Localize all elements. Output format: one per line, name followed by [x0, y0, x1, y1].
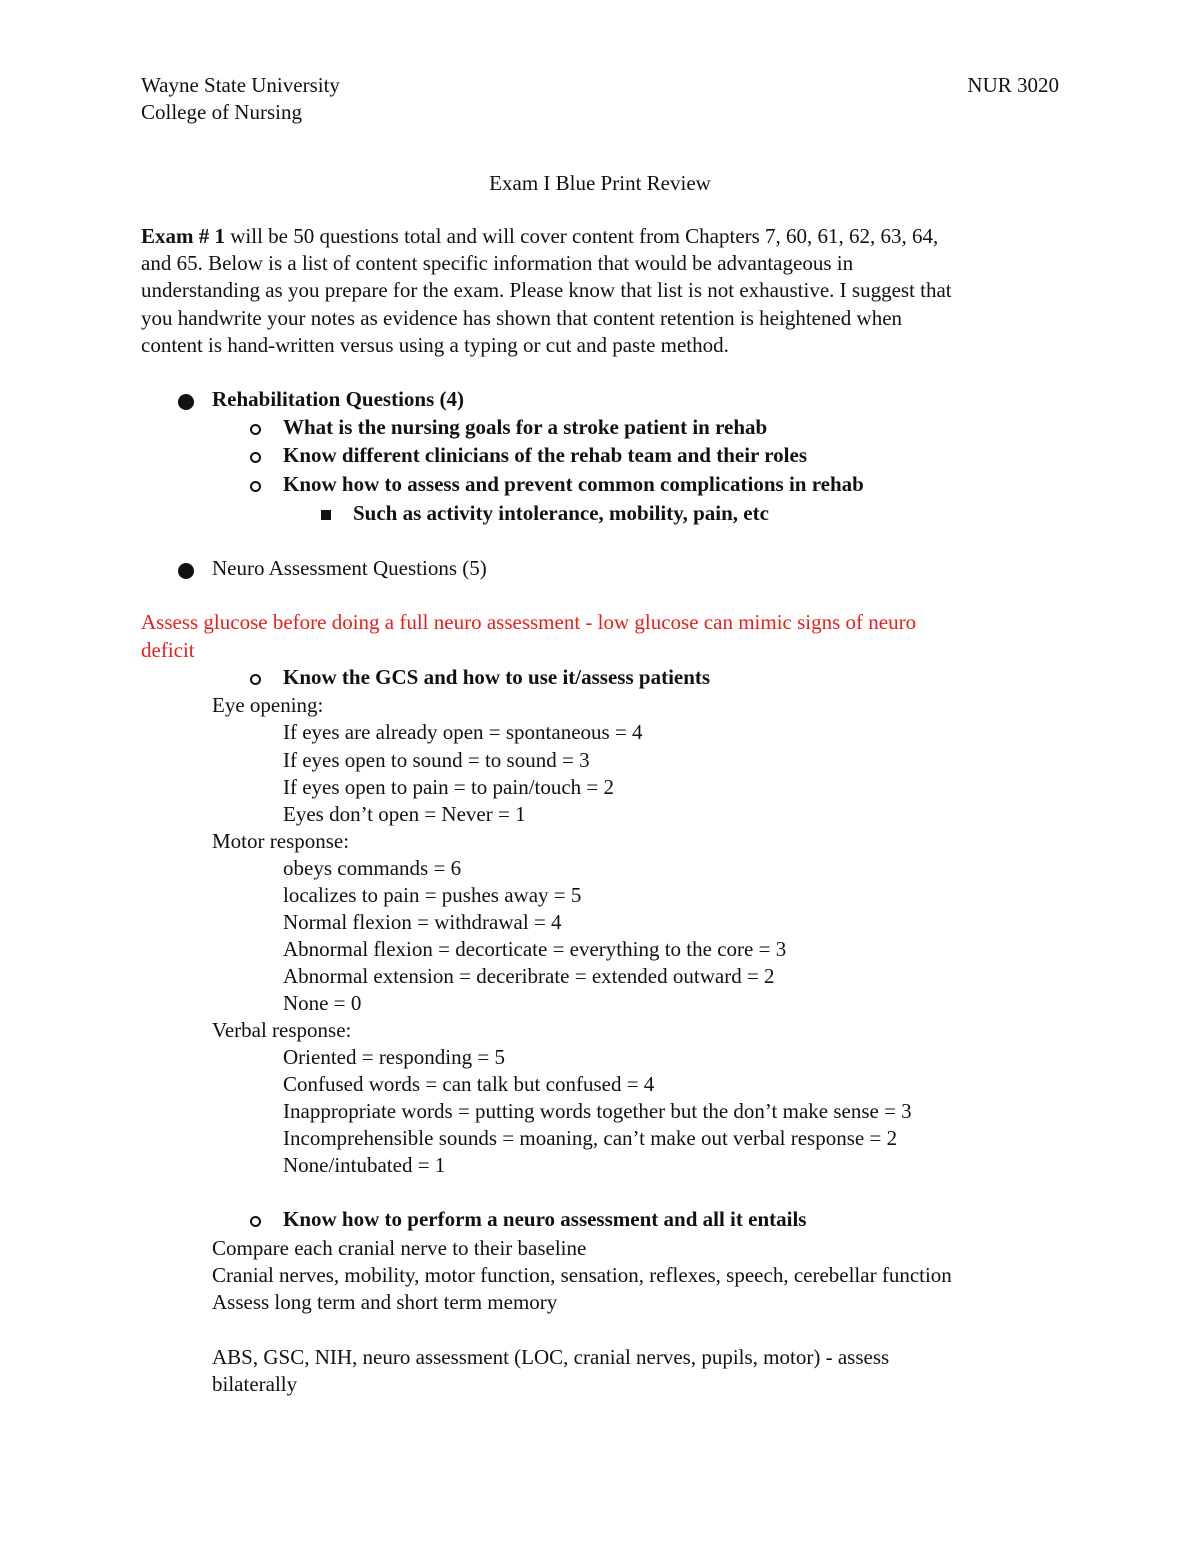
rehab-item-1: What is the nursing goals for a stroke patient in rehab — [283, 415, 768, 439]
motor-item-2: localizes to pain = pushes away = 5 — [283, 883, 582, 907]
glucose-note-line-1: Assess glucose before doing a full neuro assessment - low glucose can mimic signs of neuro — [141, 610, 917, 634]
verbal-response-label: Verbal response: — [212, 1018, 352, 1042]
square-bullet-icon — [321, 510, 331, 520]
perform-line-2: Cranial nerves, mobility, motor function, sensation, reflexes, speech, cerebellar function — [212, 1263, 952, 1287]
intro-line-3: understanding as you prepare for the exam. Please know that list is not exhaustive. I suggest that — [141, 278, 952, 302]
eye-item-4: Eyes don’t open = Never = 1 — [283, 802, 526, 826]
verbal-item-4: Incomprehensible sounds = moaning, can’t make out verbal response = 2 — [283, 1126, 898, 1150]
perform-heading: Know how to perform a neuro assessment and all it entails — [283, 1207, 807, 1231]
intro-line-1 — [141, 223, 938, 250]
rehab-item-3: Know how to assess and prevent common complications in rehab — [283, 472, 864, 496]
perform-line-3: Assess long term and short term memory — [212, 1290, 558, 1314]
rehab-heading: Rehabilitation Questions (4) — [212, 387, 465, 411]
glucose-note-line-2: deficit — [141, 638, 195, 662]
eye-item-1: If eyes are already open = spontaneous = 4 — [283, 720, 643, 744]
perform-line-1: Compare each cranial nerve to their baseline — [212, 1236, 587, 1260]
gcs-heading: Know the GCS and how to use it/assess patients — [283, 665, 711, 689]
verbal-item-5: None/intubated = 1 — [283, 1153, 446, 1177]
intro-line-5: content is hand-written versus using a typing or cut and paste method. — [141, 333, 729, 357]
disc-bullet-icon — [178, 394, 194, 410]
intro-line-2: and 65. Below is a list of content specific information that would be advantageous in — [141, 251, 854, 275]
university-name: Wayne State University — [141, 73, 340, 97]
motor-item-1: obeys commands = 6 — [283, 856, 462, 880]
exam-label: Exam # 1 — [141, 224, 225, 248]
verbal-item-2: Confused words = can talk but confused = 4 — [283, 1072, 655, 1096]
ring-bullet-icon — [250, 1216, 261, 1227]
ring-bullet-icon — [250, 424, 261, 435]
motor-item-3: Normal flexion = withdrawal = 4 — [283, 910, 562, 934]
rehab-sub-item: Such as activity intolerance, mobility, pain, etc — [353, 501, 769, 525]
ring-bullet-icon — [250, 674, 261, 685]
ring-bullet-icon — [250, 452, 261, 463]
disc-bullet-icon — [178, 563, 194, 579]
eye-item-3: If eyes open to pain = to pain/touch = 2 — [283, 775, 615, 799]
neuro-heading: Neuro Assessment Questions (5) — [212, 556, 487, 580]
abs-line-2: bilaterally — [212, 1372, 298, 1396]
intro-line-1-text: will be 50 questions total and will cover content from Chapters 7, 60, 61, 62, 63, 64, — [225, 224, 939, 248]
eye-opening-label: Eye opening: — [212, 693, 324, 717]
verbal-item-1: Oriented = responding = 5 — [283, 1045, 505, 1069]
motor-item-4: Abnormal flexion = decorticate = everything to the core = 3 — [283, 937, 787, 961]
rehab-item-2: Know different clinicians of the rehab team and their roles — [283, 443, 808, 467]
eye-item-2: If eyes open to sound = to sound = 3 — [283, 748, 590, 772]
motor-response-label: Motor response: — [212, 829, 350, 853]
motor-item-6: None = 0 — [283, 991, 362, 1015]
motor-item-5: Abnormal extension = deceribrate = extended outward = 2 — [283, 964, 775, 988]
verbal-item-3: Inappropriate words = putting words together but the don’t make sense = 3 — [283, 1099, 912, 1123]
intro-line-4: you handwrite your notes as evidence has shown that content retention is heightened when — [141, 306, 903, 330]
ring-bullet-icon — [250, 481, 261, 492]
course-code: NUR 3020 — [967, 73, 1059, 97]
college-name: College of Nursing — [141, 100, 302, 124]
abs-line-1: ABS, GSC, NIH, neuro assessment (LOC, cranial nerves, pupils, motor) - assess — [212, 1345, 890, 1369]
document-title: Exam I Blue Print Review — [489, 171, 711, 195]
